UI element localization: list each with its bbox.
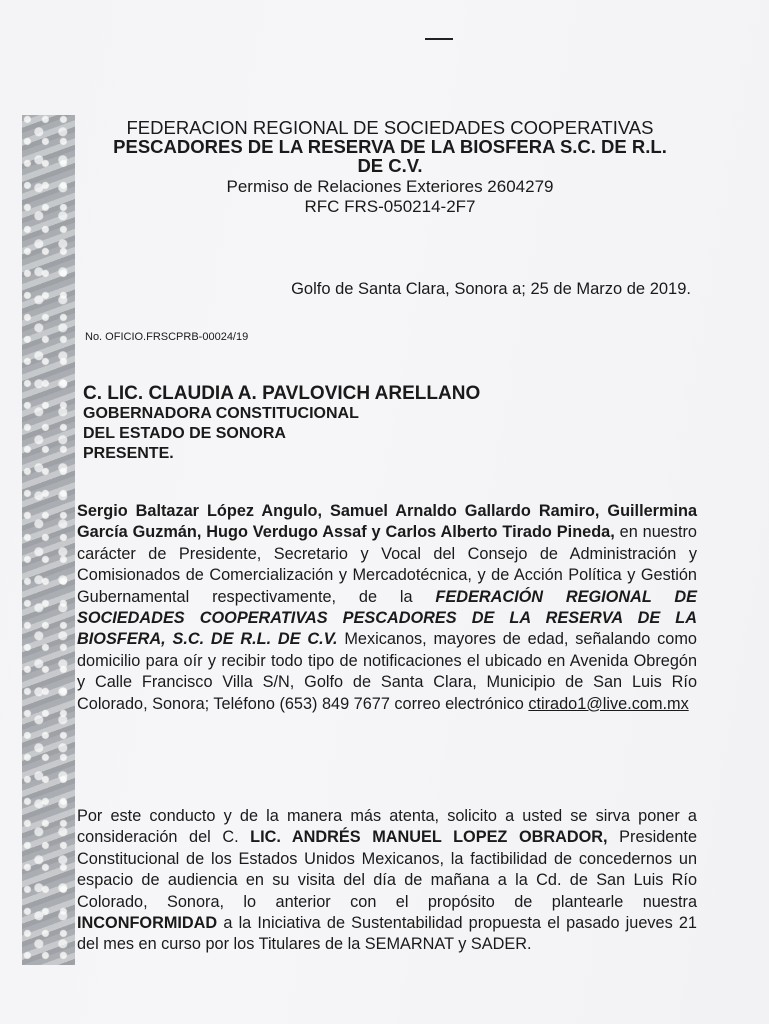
paragraph-1-text-a: en nuestro carácter de Presidente, Secretario y Vocal del Consejo de Administración y Comisionados de Comercialización y Mercadotécnica, y de Acción Política y Gestión Gubernamental respectivamente, de la <box>77 523 697 606</box>
org-name-line3: DE C.V. <box>357 155 423 176</box>
org-name-line2: PESCADORES DE LA RESERVA DE LA BIOSFERA S.C. DE R.L. <box>113 136 667 157</box>
addressee-title: GOBERNADORA CONSTITUCIONAL <box>83 405 359 422</box>
place-date: Golfo de Santa Clara, Sonora a; 25 de Marzo de 2019. <box>291 280 691 298</box>
permit-number: Permiso de Relaciones Exteriores 2604279 <box>226 177 554 196</box>
addressee-name: C. LIC. CLAUDIA A. PAVLOVICH ARELLANO <box>83 383 481 404</box>
federation-name: FEDERACIÓN REGIONAL DE SOCIEDADES COOPERATIVAS PESCADORES DE LA RESERVA DE LA BIOSFERA, S.C. DE R.L. DE C.V. <box>77 587 697 649</box>
rfc-number: RFC FRS-050214-2F7 <box>304 197 476 216</box>
email-link[interactable]: ctirado1@live.com.mx <box>528 694 689 713</box>
president-name: LIC. ANDRÉS MANUEL LOPEZ OBRADOR, <box>250 828 608 847</box>
presente: PRESENTE. <box>83 445 174 462</box>
addressee-state: DEL ESTADO DE SONORA <box>83 425 286 442</box>
pen-mark <box>425 38 453 40</box>
paragraph-2-text-c: a la Iniciativa de Sustentabilidad propuesta el pasado jueves 21 del mes en curso por los Titulares de la SEMARNAT y SADER. <box>77 914 697 954</box>
oficio-number: No. OFICIO.FRSCPRB-00024/19 <box>85 331 249 343</box>
inconformidad: INCONFORMIDAD <box>77 914 218 933</box>
signatories-names: Sergio Baltazar López Angulo, Samuel Arnaldo Gallardo Ramiro, Guillermina García Guzmán, Hugo Verdugo Assaf y Carlos Alberto Tirado Pineda, <box>77 502 697 542</box>
addressee-block <box>83 384 480 464</box>
paragraph-2-text-a: Por este conducto y de la manera más atenta, solicito a usted se sirva poner a consideración del C. <box>77 807 697 847</box>
decorative-watermark-strip <box>22 115 75 965</box>
paragraph-1-text-b: Mexicanos, mayores de edad, señalando como domicilio para oír y recibir todo tipo de notificaciones el ubicado en Avenida Obregón y Calle Francisco Villa S/N, Golfo de Santa Clara, Municipio de San Luis Río Colorado, Sonora; Teléfono (653) 849 7677 correo electrónico <box>77 630 697 713</box>
org-name-line1: FEDERACION REGIONAL DE SOCIEDADES COOPERATIVAS <box>126 117 654 138</box>
paragraph-2-text-b: Presidente Constitucional de los Estados Unidos Mexicanos, la factibilidad de concedernos un espacio de audiencia en su visita del día de mañana a la Cd. de San Luis Río Colorado, Sonora, lo anterior con el propósito de plantearle nuestra <box>77 828 697 911</box>
letterhead <box>95 118 685 217</box>
paragraph-1 <box>77 501 697 715</box>
paragraph-2 <box>77 806 697 956</box>
